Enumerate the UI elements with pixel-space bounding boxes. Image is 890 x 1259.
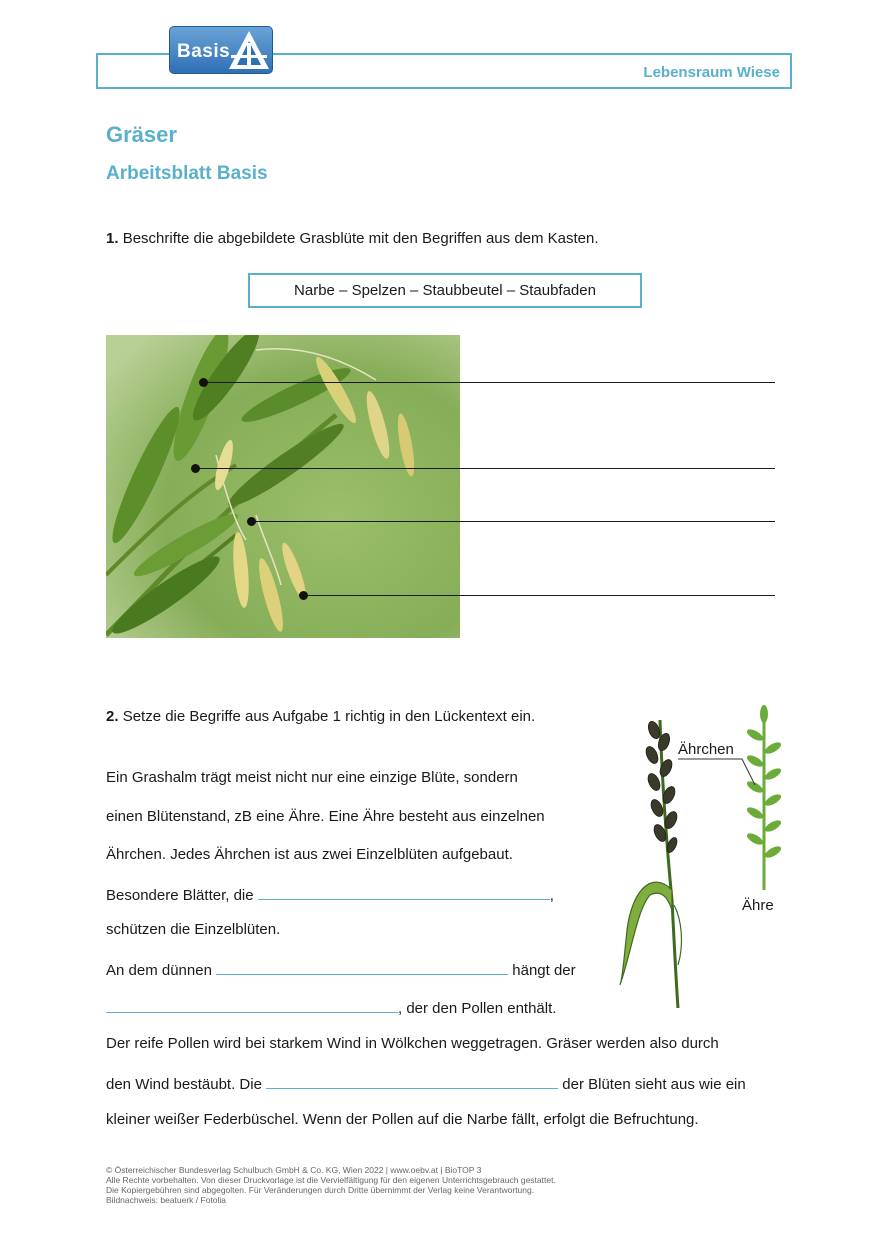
text-line-9-post: der Blüten sieht aus wie ein	[562, 1076, 746, 1093]
basis-logo	[169, 26, 273, 74]
label-dot-1	[199, 378, 208, 387]
text-line-10: kleiner weißer Federbüschel. Wenn der Pollen auf die Narbe fällt, erfolgt die Befruchtung.	[106, 1111, 699, 1128]
task1-instruction	[106, 230, 599, 247]
text-line-7	[106, 997, 556, 1017]
label-dot-4	[299, 591, 308, 600]
label-line-4[interactable]	[303, 595, 775, 596]
task1-text: Beschrifte die abgebildete Grasblüte mit den Begriffen aus dem Kasten.	[122, 230, 599, 247]
blank-3[interactable]	[106, 997, 398, 1013]
footer-line-2: Alle Rechte vorbehalten. Von dieser Druckvorlage ist die Vervielfältigung für den eigenen Unterrichtsgebrauch gestattet.	[106, 1175, 556, 1185]
section-title: Lebensraum Wiese	[643, 64, 780, 81]
text-line-8: Der reife Pollen wird bei starkem Wind in Wölkchen weggetragen. Gräser werden also durch	[106, 1035, 719, 1052]
text-line-9-pre: den Wind bestäubt. Die	[106, 1076, 262, 1093]
text-line-4-pre: Besondere Blätter, die	[106, 887, 254, 904]
text-line-6-post: hängt der	[512, 962, 576, 979]
footer-line-4: Bildnachweis: beatuerk / Fotolia	[106, 1195, 227, 1205]
text-line-7-post: , der den Pollen enthält.	[398, 1000, 557, 1017]
text-line-4	[106, 884, 554, 904]
task2-text: Setze die Begriffe aus Aufgabe 1 richtig in den Lückentext ein.	[122, 708, 536, 725]
text-line-3: Ährchen. Jedes Ährchen ist aus zwei Einzelblüten aufgebaut.	[106, 846, 513, 863]
text-line-5: schützen die Einzelblüten.	[106, 921, 281, 938]
text-line-2: einen Blütenstand, zB eine Ähre. Eine Ähre besteht aus einzelnen	[106, 808, 545, 825]
word-box: Narbe – Spelzen – Staubbeutel – Staubfaden	[248, 273, 642, 308]
task1-number: 1.	[106, 230, 119, 247]
label-line-1[interactable]	[203, 382, 775, 383]
label-line-3[interactable]	[251, 521, 775, 522]
page-subtitle: Arbeitsblatt Basis	[106, 163, 268, 184]
text-line-9	[106, 1073, 746, 1093]
blank-4[interactable]	[266, 1073, 558, 1089]
blank-1[interactable]	[258, 884, 550, 900]
footer-line-3: Die Kopiergebühren sind abgegolten. Für Veränderungen durch Dritte übernimmt der Verlag keine Verantwortung.	[106, 1185, 535, 1195]
text-line-6	[106, 959, 576, 979]
footer-line-1: © Österreichischer Bundesverlag Schulbuch GmbH & Co. KG, Wien 2022 | www.oebv.at | BioTOP 3	[106, 1165, 482, 1175]
footer	[106, 1165, 556, 1205]
text-line-1: Ein Grashalm trägt meist nicht nur eine einzige Blüte, sondern	[106, 769, 518, 786]
label-line-2[interactable]	[195, 468, 775, 469]
logo-text: Basis	[177, 41, 231, 62]
task2-number: 2.	[106, 708, 119, 725]
label-ear: Ähre	[742, 897, 774, 914]
page-title: Gräser	[106, 122, 177, 147]
text-line-4-post: ,	[549, 887, 554, 904]
blank-2[interactable]	[216, 959, 508, 975]
triangle-logo-icon	[227, 29, 271, 73]
label-dot-3	[247, 517, 256, 526]
text-line-6-pre: An dem dünnen	[106, 962, 212, 979]
label-dot-2	[191, 464, 200, 473]
grass-flower-photo	[106, 335, 460, 638]
task2-instruction	[106, 708, 535, 725]
label-spikelet: Ährchen	[678, 741, 734, 758]
